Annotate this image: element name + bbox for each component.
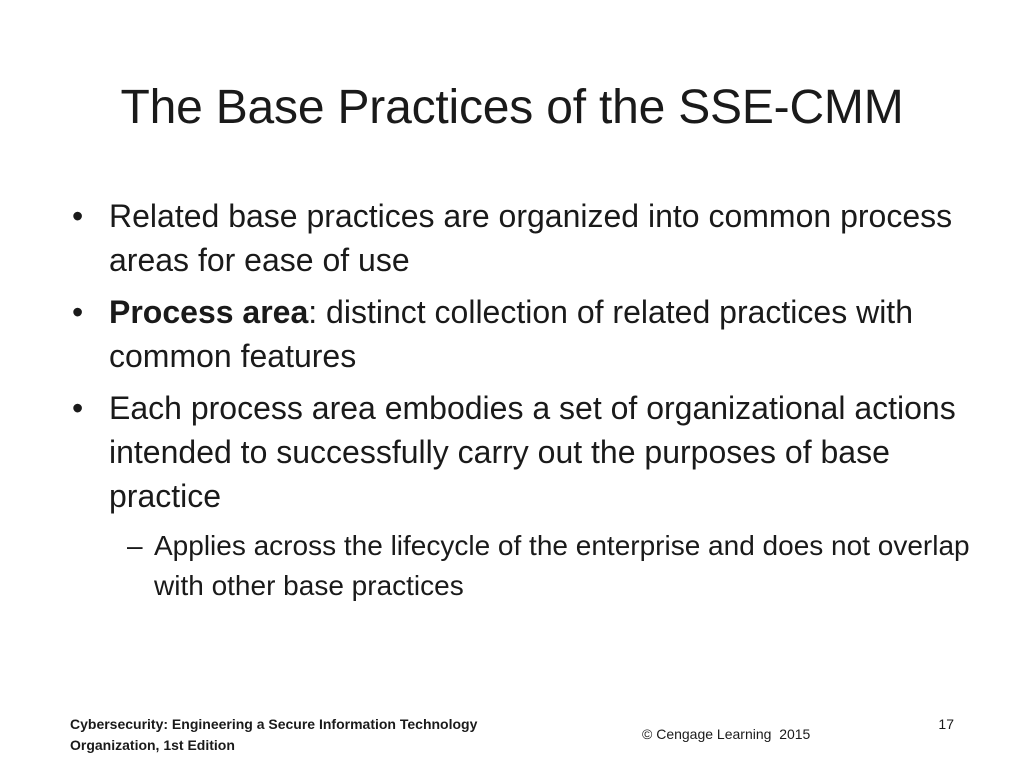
bullet-marker: • xyxy=(72,198,84,234)
sub-bullet-text: Applies across the lifecycle of the enterprise and does not overlap with other base practices xyxy=(154,530,970,601)
bullet-text: Each process area embodies a set of organizational actions intended to successfully carry out the purposes of base practice xyxy=(109,390,956,514)
bullet-item-2 xyxy=(70,290,970,378)
footer-book-title-line-2: Organization, 1st Edition xyxy=(70,737,235,753)
sub-bullet-item-1 xyxy=(70,526,970,606)
bullet-marker: • xyxy=(72,390,84,426)
bullet-marker: • xyxy=(72,294,84,330)
slide-page-number: 17 xyxy=(938,716,954,732)
footer-book-title-line-1: Cybersecurity: Engineering a Secure Information Technology xyxy=(70,716,478,732)
sub-bullet-marker: – xyxy=(127,530,143,561)
footer-book-title xyxy=(70,714,590,756)
bullet-text: Related base practices are organized into common process areas for ease of use xyxy=(109,198,953,278)
slide-title: The Base Practices of the SSE-CMM xyxy=(120,81,904,134)
slide-body xyxy=(70,194,970,606)
bullet-item-1 xyxy=(70,194,970,282)
bullet-term: Process area xyxy=(109,294,309,330)
bullet-item-3 xyxy=(70,386,970,518)
footer-copyright: © Cengage Learning 2015 xyxy=(642,726,811,742)
bullet-text: : distinct collection of related practices with common features xyxy=(109,294,913,374)
